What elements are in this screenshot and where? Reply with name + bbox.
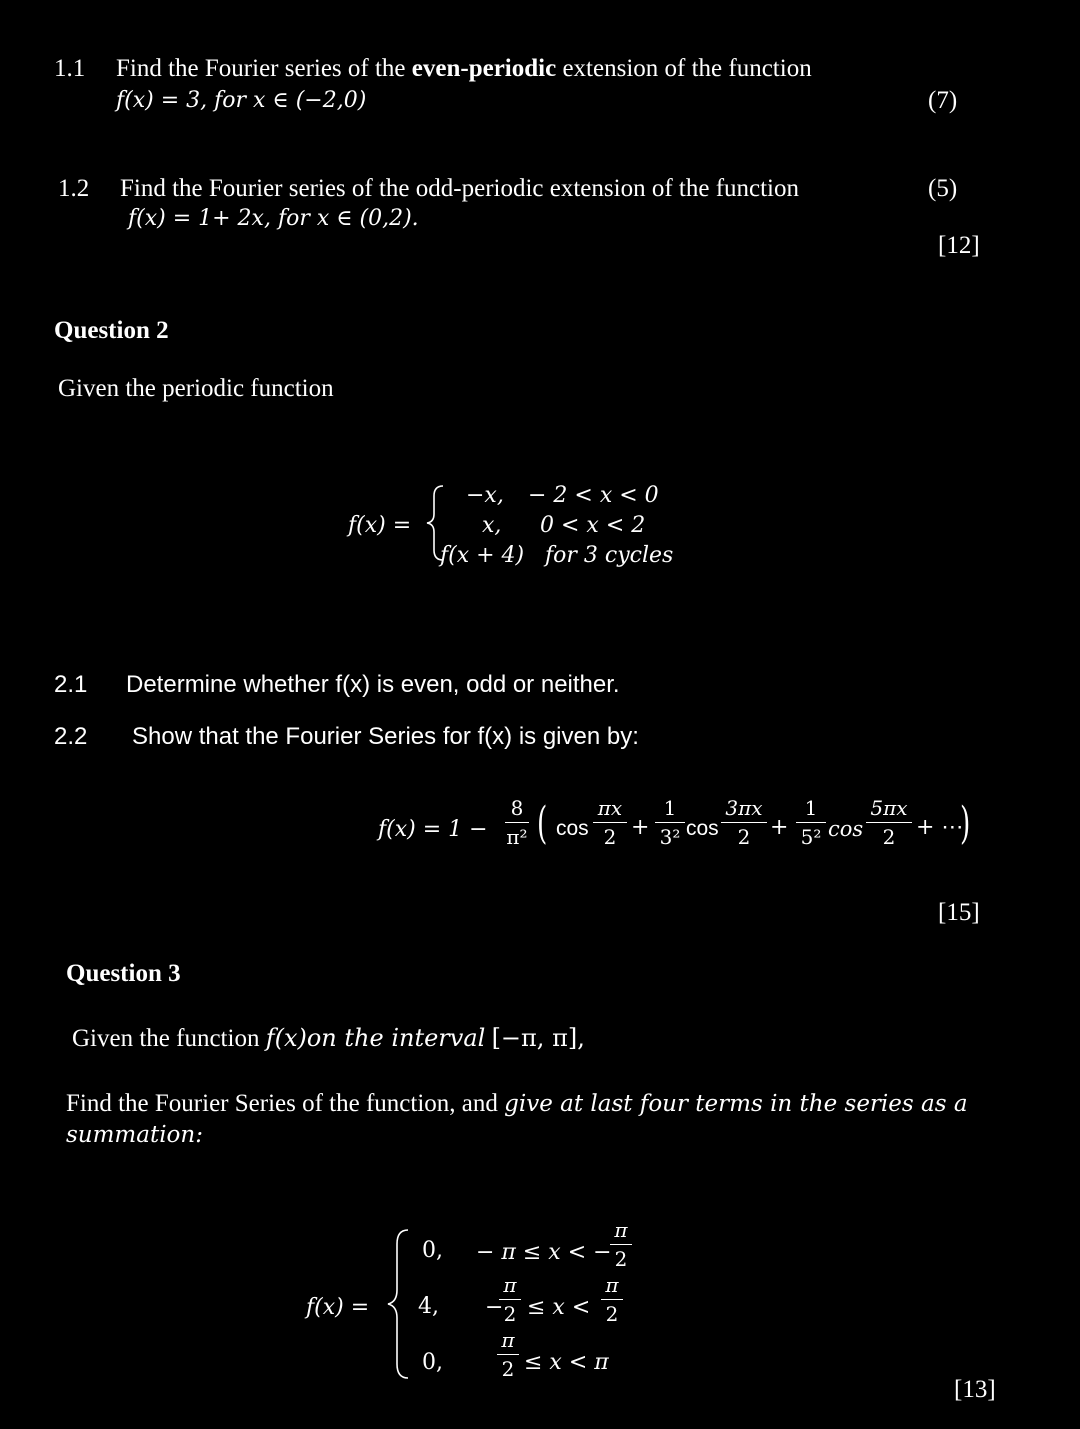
item-1-1-text-before: Find the Fourier series of the <box>116 55 406 82</box>
question-3-find-line2: summation: <box>66 1122 203 1148</box>
question-3-find <box>66 1091 968 1116</box>
series-term3-num: 5πx <box>870 796 908 820</box>
series-coef-3 <box>796 796 826 849</box>
piecewise-2-row1-pi: π <box>614 1218 628 1242</box>
series-plus-2: + <box>770 815 789 840</box>
piecewise-2-row3-two: 2 <box>501 1357 515 1381</box>
series-lhs: f(x) = 1 − <box>378 817 488 842</box>
piecewise-2-row2-frac-a <box>499 1273 521 1326</box>
piecewise-2-lhs: f(x) = <box>306 1295 370 1320</box>
piecewise-1-row3-expr: f(x + 4) <box>440 543 525 568</box>
series-term1-func: cos <box>556 817 589 840</box>
question-3-find-plain: Find the Fourier Series of the function, and <box>66 1090 498 1117</box>
piecewise-1-row3-cond: for 3 cycles <box>545 543 674 568</box>
series-tail: + ⋯ <box>916 815 964 840</box>
piecewise-2-row2-two-b: 2 <box>605 1302 619 1326</box>
series-coef-den: π² <box>506 825 528 849</box>
series-coef-num: 8 <box>510 796 524 820</box>
question-3-intro-math: f(x)on the interval <box>265 1024 486 1052</box>
series-term1-arg <box>593 796 627 849</box>
item-1-1-text-after: extension of the function <box>562 55 812 82</box>
series-term2-func: cos <box>686 817 719 840</box>
item-number-2-1: 2.1 <box>54 671 88 698</box>
piecewise-2-row2-frac-b <box>601 1273 623 1326</box>
item-1-2-marks: (5) <box>928 175 958 202</box>
piecewise-2-row2-pi-b: π <box>605 1273 619 1297</box>
question-2-total: [15] <box>938 899 980 926</box>
item-1-2-text: Find the Fourier series of the odd-periodic extension of the function <box>120 175 800 202</box>
piecewise-1-row1-cond: − 2 < x < 0 <box>528 483 659 508</box>
piecewise-2-row2-two-a: 2 <box>503 1302 517 1326</box>
series-coef-2-den: 3² <box>659 825 681 849</box>
piecewise-1-row1-expr: −x, <box>466 483 504 508</box>
question-3-intro <box>72 1026 585 1051</box>
series-term3-arg <box>866 796 912 849</box>
item-number-1-1: 1.1 <box>54 55 86 82</box>
piecewise-2-row3-post: ≤ x < π <box>524 1350 609 1375</box>
piecewise-2-row2-pi-a: π <box>503 1273 517 1297</box>
piecewise-2-row1-two: 2 <box>614 1247 628 1271</box>
series-coef-2 <box>655 796 685 849</box>
item-2-1-text: Determine whether f(x) is even, odd or neither. <box>126 671 620 698</box>
item-1-1-text-bold: even-periodic <box>411 55 557 82</box>
series-coef-2-num: 1 <box>663 796 677 820</box>
series-term1-num: πx <box>597 796 623 820</box>
series-term2-num: 3πx <box>725 796 763 820</box>
item-1-1-formula: f(x) = 3, for x ∈ (−2,0) <box>116 88 367 113</box>
series-coef-3-den: 5² <box>800 825 822 849</box>
question-2-heading: Question 2 <box>54 317 169 344</box>
series-close-paren: ) <box>960 798 971 849</box>
question-1-total: [12] <box>938 232 980 259</box>
piecewise-2-row1-pre: − π ≤ x < − <box>476 1240 612 1265</box>
piecewise-2-value-1: 0, <box>422 1238 443 1263</box>
item-1-2-formula: f(x) = 1+ 2x, for x ∈ (0,2). <box>128 206 419 231</box>
piecewise-2-row3-frac <box>497 1328 519 1381</box>
piecewise-2-row2-mid: ≤ x < <box>527 1295 591 1320</box>
piecewise-1-lhs: f(x) = <box>348 513 412 538</box>
question-3-heading: Question 3 <box>66 960 181 987</box>
series-coefficient <box>505 796 529 849</box>
piecewise-2-row3-pi: π <box>501 1328 515 1352</box>
question-3-intro-plain: Given the function <box>72 1025 260 1052</box>
piecewise-2-row1-frac <box>610 1218 632 1271</box>
question-3-intro-interval: [−π, π], <box>491 1024 585 1052</box>
series-coef-3-num: 1 <box>804 796 818 820</box>
series-term1-den: 2 <box>603 825 617 849</box>
series-plus-1: + <box>631 815 650 840</box>
series-term2-arg <box>721 796 767 849</box>
piecewise-2-row2-minus: − <box>485 1295 504 1320</box>
series-open-paren: ( <box>537 798 548 849</box>
question-3-total: [13] <box>954 1376 996 1403</box>
series-term3-func: cos <box>828 817 864 841</box>
piecewise-1-row2-cond: 0 < x < 2 <box>540 513 646 538</box>
item-1-1-marks: (7) <box>928 87 958 114</box>
series-term2-den: 2 <box>737 825 751 849</box>
question-2-intro: Given the periodic function <box>58 375 334 402</box>
series-term3-den: 2 <box>882 825 896 849</box>
item-1-1-text <box>116 56 812 81</box>
piecewise-1-row2-expr: x, <box>482 513 502 538</box>
question-3-find-italic: give at last four terms in the series as a <box>504 1091 968 1117</box>
item-number-2-2: 2.2 <box>54 723 88 750</box>
item-number-1-2: 1.2 <box>58 175 90 202</box>
piecewise-2-value-2: 4, <box>418 1294 439 1319</box>
piecewise-2-value-3: 0, <box>422 1350 443 1375</box>
item-2-2-text: Show that the Fourier Series for f(x) is given by: <box>132 723 639 750</box>
piecewise-2-brace <box>386 1228 412 1380</box>
